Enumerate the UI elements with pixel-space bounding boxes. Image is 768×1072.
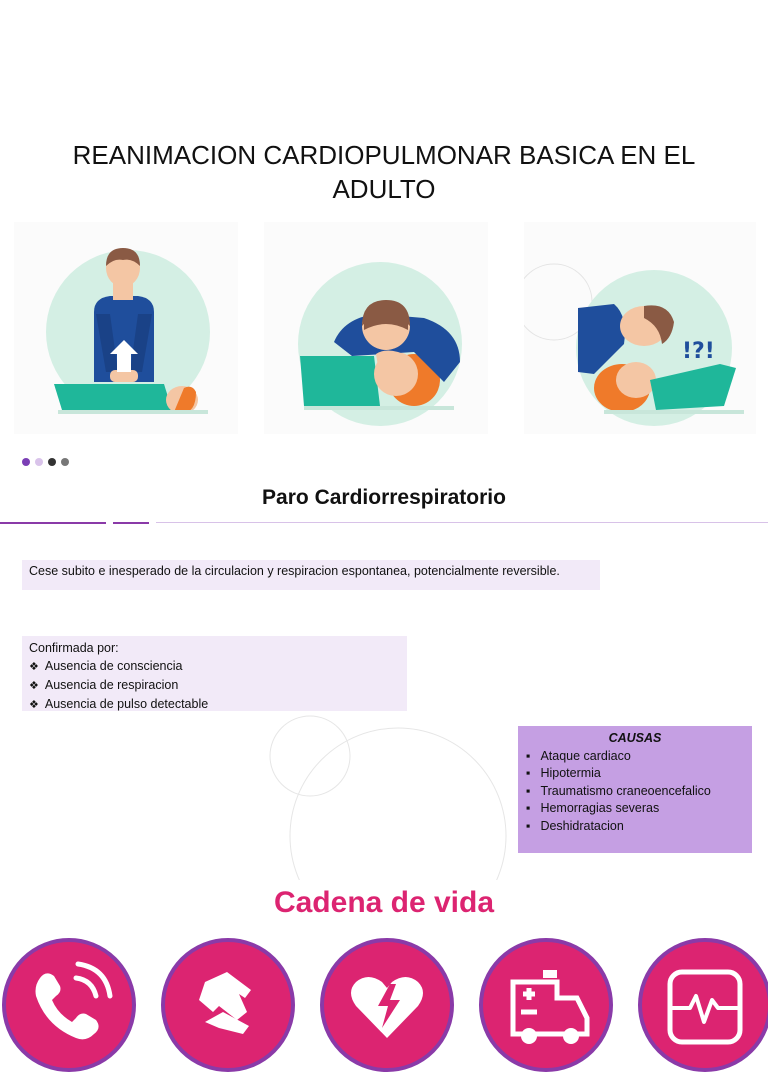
causas-heading: CAUSAS [608,731,662,745]
list-item: ❖ Ausencia de pulso detectable [29,695,400,714]
heart-monitor-icon [642,942,768,1068]
definition-text: Cese subito e inesperado de la circulacion y respiracion espontanea, potencialmente reversible. [29,564,560,578]
confirmation-box [22,636,407,711]
list-item: ▪ Hemorragias severas [526,800,744,818]
list-item: ❖ Ausencia de respiracion [29,676,400,695]
carousel-dot-1[interactable] [22,458,30,466]
page-title [0,138,768,206]
chain-step-call [2,938,136,1072]
hands-cpr-icon [165,942,291,1068]
title-line-1: REANIMACION CARDIOPULMONAR BASICA EN EL [72,140,696,170]
divider-right [156,522,768,523]
section-title: Paro Cardiorrespiratorio [262,486,506,509]
chain-step-care [638,938,768,1072]
chain-step-ambulance [479,938,613,1072]
list-item: ❖ Ausencia de consciencia [29,657,400,676]
title-line-2: ADULTO [332,174,436,204]
list-item: ▪ Hipotermia [526,765,744,783]
divider-left [0,522,106,524]
chain-title: Cadena de vida [273,886,495,919]
heart-defibrillator-icon [324,942,450,1068]
cpr-rescue-breathing-illustration [264,222,488,434]
chain-step-defibrillation [320,938,454,1072]
list-item: ▪ Deshidratacion [526,818,744,836]
carousel-dot-4[interactable] [61,458,69,466]
check-breathing-illustration [524,222,756,434]
definition-box [22,560,600,590]
carousel-dot-3[interactable] [48,458,56,466]
causas-box [518,726,752,853]
confirmed-heading: Confirmada por: [29,641,119,655]
ambulance-icon [483,942,609,1068]
phone-icon [6,942,132,1068]
divider-short [113,522,149,524]
confirmed-list [29,657,400,714]
list-item: ▪ Ataque cardiaco [526,748,744,766]
cpr-chest-compression-illustration [14,222,238,434]
check-breathing-icon [524,222,756,434]
decorative-circles [260,710,510,880]
causas-list [526,748,744,836]
chain-step-cpr [161,938,295,1072]
list-item: ▪ Traumatismo craneoencefalico [526,783,744,801]
carousel-dot-2[interactable] [35,458,43,466]
cpr-chest-compression-icon [14,222,238,434]
carousel-dots[interactable] [22,458,69,466]
cpr-rescue-breathing-icon [264,222,488,434]
confusion-marks: !?! [682,339,715,364]
